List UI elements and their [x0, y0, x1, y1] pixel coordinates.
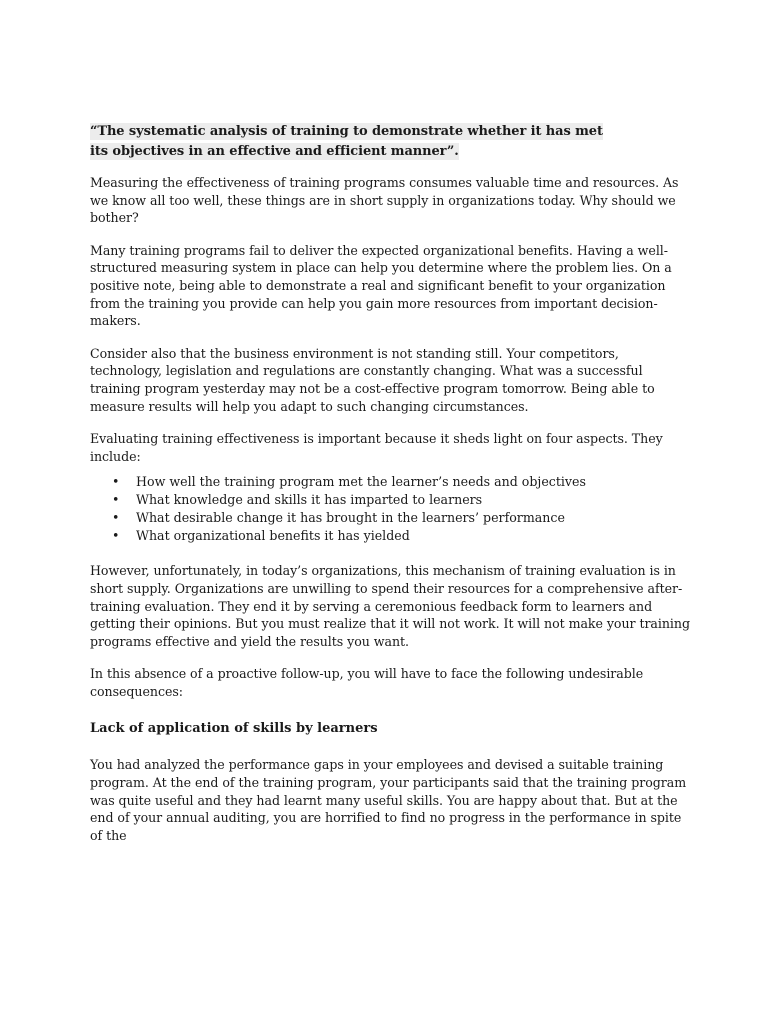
quote-line-1: “The systematic analysis of training to demonstrate whether it has met: [90, 124, 603, 139]
paragraph-consequences: In this absence of a proactive follow-up, you will have to face the following undesirable consequences:: [90, 666, 644, 699]
bullet-icon: •: [112, 492, 120, 508]
list-item: • What desirable change it has brought in the learners’ performance: [112, 510, 565, 526]
list-item: • What organizational benefits it has yielded: [112, 528, 410, 544]
paragraph-short-supply: However, unfortunately, in today’s organizations, this mechanism of training evaluation is in short supply. Organizations are unwilling to spend their resources for a comprehensive after-training evaluation. They end it by serving a ceremonious feedback form to learners and getting their opinions. But you must realize that it will not work. It will not make your training programs effective and yield the results you want.: [90, 563, 690, 649]
bullet-icon: •: [112, 510, 120, 526]
paragraph-why-measure: Measuring the effectiveness of training programs consumes valuable time and resources. As we know all too well, these things are in short supply in organizations today. Why should we bother?: [90, 175, 679, 226]
list-item: • How well the training program met the learner’s needs and objectives: [112, 474, 586, 490]
list-item: • What knowledge and skills it has imparted to learners: [112, 492, 483, 508]
aspects-list: [90, 473, 690, 545]
document-page: [90, 122, 690, 859]
paragraph-benefits: Many training programs fail to deliver the expected organizational benefits. Having a well-structured measuring system in place can help you determine where the problem lies. On a positive note, being able to demonstrate a real and significant benefit to your organization from the training you provide can help you gain more resources from important decision-makers.: [90, 242, 672, 329]
bullet-icon: •: [112, 474, 120, 490]
paragraph-performance-gaps: You had analyzed the performance gaps in your employees and devised a suitable training program. At the end of the training program, your participants said that the training program was quite useful and they had learnt many useful skills. You are happy about that. But at the end of your annual auditing, you are horrified to find no progress in the performance in spite of the: [90, 757, 687, 843]
bullet-icon: •: [112, 528, 120, 544]
definition-quote: [90, 122, 690, 162]
section-heading: Lack of application of skills by learners: [90, 721, 378, 737]
paragraph-four-aspects: Evaluating training effectiveness is important because it sheds light on four aspects. They include:: [90, 431, 663, 464]
quote-line-2: its objectives in an effective and efficient manner”.: [90, 144, 459, 159]
paragraph-environment: Consider also that the business environment is not standing still. Your competitors, technology, legislation and regulations are constantly changing. What was a successful training program yesterday may not be a cost-effective program tomorrow. Being able to measure results will help you adapt to such changing circumstances.: [90, 345, 655, 414]
